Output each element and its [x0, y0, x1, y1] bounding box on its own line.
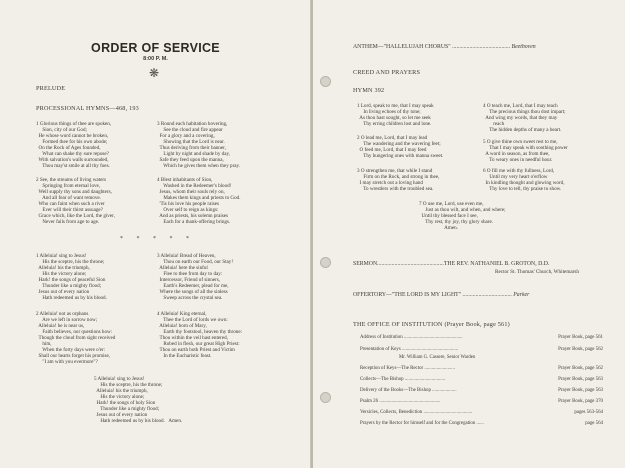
row-ref: pages 563-564 — [574, 410, 603, 415]
row-ref: page 564 — [585, 421, 603, 426]
hymn-468-verse-2: 2 See, the streams of living waters Springing from eternal love, Well supply thy sons and daughters, And all fear of want remove. Who can faint when such a river Ever will their thirst assuage? Grace which, like the Lord, the giver, Never fails from age to age. — [36, 177, 115, 226]
list-item: Presentation of Keys .............................................. Prayer Book, page 562 — [360, 347, 603, 352]
hymn-193-verse-4: 4 Alleluia! King eternal, Thee the Lord of lords we own: Alleluia! born of Mary, Earth thy footstool, heaven thy throne: Thou within the veil hast entered, Robed in flesh, our great High Priest: Thou on earth both Priest and Victim In the Eucharistic feast. — [157, 311, 243, 360]
hymn-392-heading: HYMN 392 — [353, 87, 385, 94]
hymn-468-verse-3: 3 Round each habitation hovering, See the cloud and fire appear For a glory and a covering, Showing that the Lord is near. Thus deriving from their banner, Light by night and shade by day, Safe they feed upon the manna, Which he gives them when they pray. — [157, 121, 241, 170]
leader-dots: .................................. — [461, 292, 514, 298]
creed-heading: CREED AND PRAYERS — [353, 69, 421, 76]
leader-dots: .............................................. — [377, 261, 444, 267]
hymn-392-verse-7: 7 O use me, Lord, use even me, Just as thou wilt, and when, and where; Until thy blessed face I see, Thy rest, thy joy, thy glory share. Amen. — [419, 201, 506, 232]
hymn-193-verse-2: 2 Alleluia! not as orphans Are we left in sorrow now; Alleluia! he is near us, Faith believes, nor questions how: Though the cloud from sight received him, When the forty days were o'er: Shall our hearts forget his promise, "I am with you evermore"? — [36, 311, 116, 366]
ornament-icon: ❋ — [148, 66, 160, 80]
list-item: Delivery of the Books—The Bishop .................... Prayer Book, page 563 — [360, 388, 603, 393]
sermon-line — [353, 261, 603, 267]
punch-hole — [320, 76, 331, 87]
anthem-line — [353, 44, 603, 50]
hymn-392-verse-3: 3 O strengthen me, that while I stand Firm on the Rock, and strong in thee, I may stretch out a loving hand To wrestlers with the troubled sea. — [357, 168, 440, 193]
hymn-392-verse-5: 5 O give thine own sweet rest to me, That I may speak with soothing power A word in season, as from thee, To weary ones in needful hour. — [483, 139, 568, 164]
anthem-composer: Beethoven — [511, 44, 536, 50]
hymn-392-verse-1: 1 Lord, speak to me, that I may speak In living echoes of thy tone; As thou hast sought, so let me seek Thy erring children lost and lone. — [357, 103, 434, 128]
row-label: Presentation of Keys — [360, 347, 401, 352]
hymn-392-verse-6: 6 O fill me with thy fullness, Lord, Until my very heart o'erflow In kindling thought and glowing word, Thy love to tell, thy praise to show. — [483, 168, 565, 193]
keys-presenter: Mr. William G. Cassere, Senior Warden — [399, 355, 476, 360]
left-page — [0, 0, 311, 468]
row-ref: Prayer Book, page 370 — [558, 399, 603, 404]
row-label: Prayers by the Rector for himself and for the Congregation — [360, 421, 476, 426]
list-item: Address of Institution ................................................ Prayer Book, page 561 — [360, 335, 603, 340]
offertory-line — [353, 292, 603, 298]
leader-dots: ........................................ — [450, 44, 512, 50]
row-label: Collects—The Bishop — [360, 377, 404, 382]
row-ref: Prayer Book, page 562 — [558, 347, 603, 352]
hymn-392-verse-2: 2 O lead me, Lord, that I may lead The wandering and the wavering feet; O feed me, Lord, that I may feed Thy hungering ones with manna sweet. — [357, 135, 444, 160]
hymn-468-verse-4: 4 Blest inhabitants of Sion, Washed in the Redeemer's blood! Jesus, whom their souls rely on, Makes them kings and priests to God. 'Tis his love his people raises Over self to reign as kings: And as priests, his solemn praises Each for a thank-offering brings. — [157, 177, 241, 226]
hymn-193-verse-3: 3 Alleluia! Bread of Heaven, Thou on earth our Food, our Stay! Alleluia! here the sinful Flee to thee from day to day: Intercessor, Friend of sinners, Earth's Redeemer, plead for me, Where the songs of all the sinless Sweep across the crystal sea. — [157, 253, 234, 302]
right-page — [313, 0, 625, 468]
row-label: Reception of Keys—The Rector — [360, 366, 424, 371]
list-item: Prayers by the Rector for himself and for the Congregation ...... page 564 — [360, 421, 603, 426]
list-item: Collects—The Bishop ................................. Prayer Book, page 563 — [360, 377, 603, 382]
row-label: Versicles, Collects, Benediction — [360, 410, 423, 415]
row-label: Delivery of the Books—The Bishop — [360, 388, 431, 393]
list-item: Versicles, Collects, Benediction ........................................ pages 563-564 — [360, 410, 603, 415]
sermon-church: Rector St. Thomas' Church, Whitemarsh — [495, 269, 580, 275]
institution-heading: THE OFFICE OF INSTITUTION (Prayer Book, page 561) — [353, 321, 510, 328]
list-item: Reception of Keys—The Rector ......................... Prayer Book, page 562 — [360, 366, 603, 371]
sermon-label: SERMON — [353, 261, 378, 267]
prelude-heading: PRELUDE — [36, 85, 66, 92]
row-label: Address of Institution — [360, 335, 403, 340]
hymn-468-verse-1: 1 Glorious things of thee are spoken, Sion, city of our God; He whose word cannot be broken, Formed thee for his own abode; On the Rock of Ages founded, What can shake thy sure repose? With salvation's walls surrounded, Thou may'st smile at all thy foes. — [36, 121, 112, 170]
list-item: Psalm 26 .................................................. Prayer Book, page 370 — [360, 399, 603, 404]
row-ref: Prayer Book, page 563 — [558, 388, 603, 393]
hymn-392-verse-4: 4 O teach me, Lord, that I may teach The precious things thou dost impart; And wing my words, that they may reach The hidden depths of many a heart. — [483, 103, 566, 134]
section-divider: * * * * * — [120, 236, 195, 242]
service-time: 8:00 P. M. — [143, 56, 168, 62]
anthem-label: ANTHEM—"HALLELUJAH CHORUS" — [353, 44, 451, 50]
hymn-193-verse-5: 5 Alleluia! sing to Jesus! His the sceptre, his the throne; Alleluia! his the triumph, His the victory alone; Hark! the songs of holy Sion Thunder like a mighty flood; Jesus out of every nation Hath redeemed us by his blood. Amen. — [94, 376, 183, 425]
sermon-preacher: THE REV. NATHANIEL B. GROTON, D.D. — [443, 261, 550, 267]
offertory-composer: Parker — [513, 292, 530, 298]
row-ref: Prayer Book, page 563 — [558, 377, 603, 382]
page-title: ORDER OF SERVICE — [91, 41, 220, 55]
punch-hole — [320, 257, 331, 268]
punch-hole — [320, 392, 331, 403]
row-label: Psalm 26 — [360, 399, 379, 404]
hymn-193-verse-1: 1 Alleluia! sing to Jesus! His the sceptre, his the throne; Alleluia! his the triumph, His the victory alone; Hark! the songs of peaceful Sion Thunder like a mighty flood; Jesus out of every nation Hath redeemed us by his blood. — [36, 253, 107, 302]
row-ref: Prayer Book, page 562 — [558, 366, 603, 371]
row-ref: Prayer Book, page 561 — [558, 335, 603, 340]
offertory-label: OFFERTORY—"THE LORD IS MY LIGHT" — [353, 292, 462, 298]
processional-heading: PROCESSIONAL HYMNS—468, 193 — [36, 105, 139, 112]
